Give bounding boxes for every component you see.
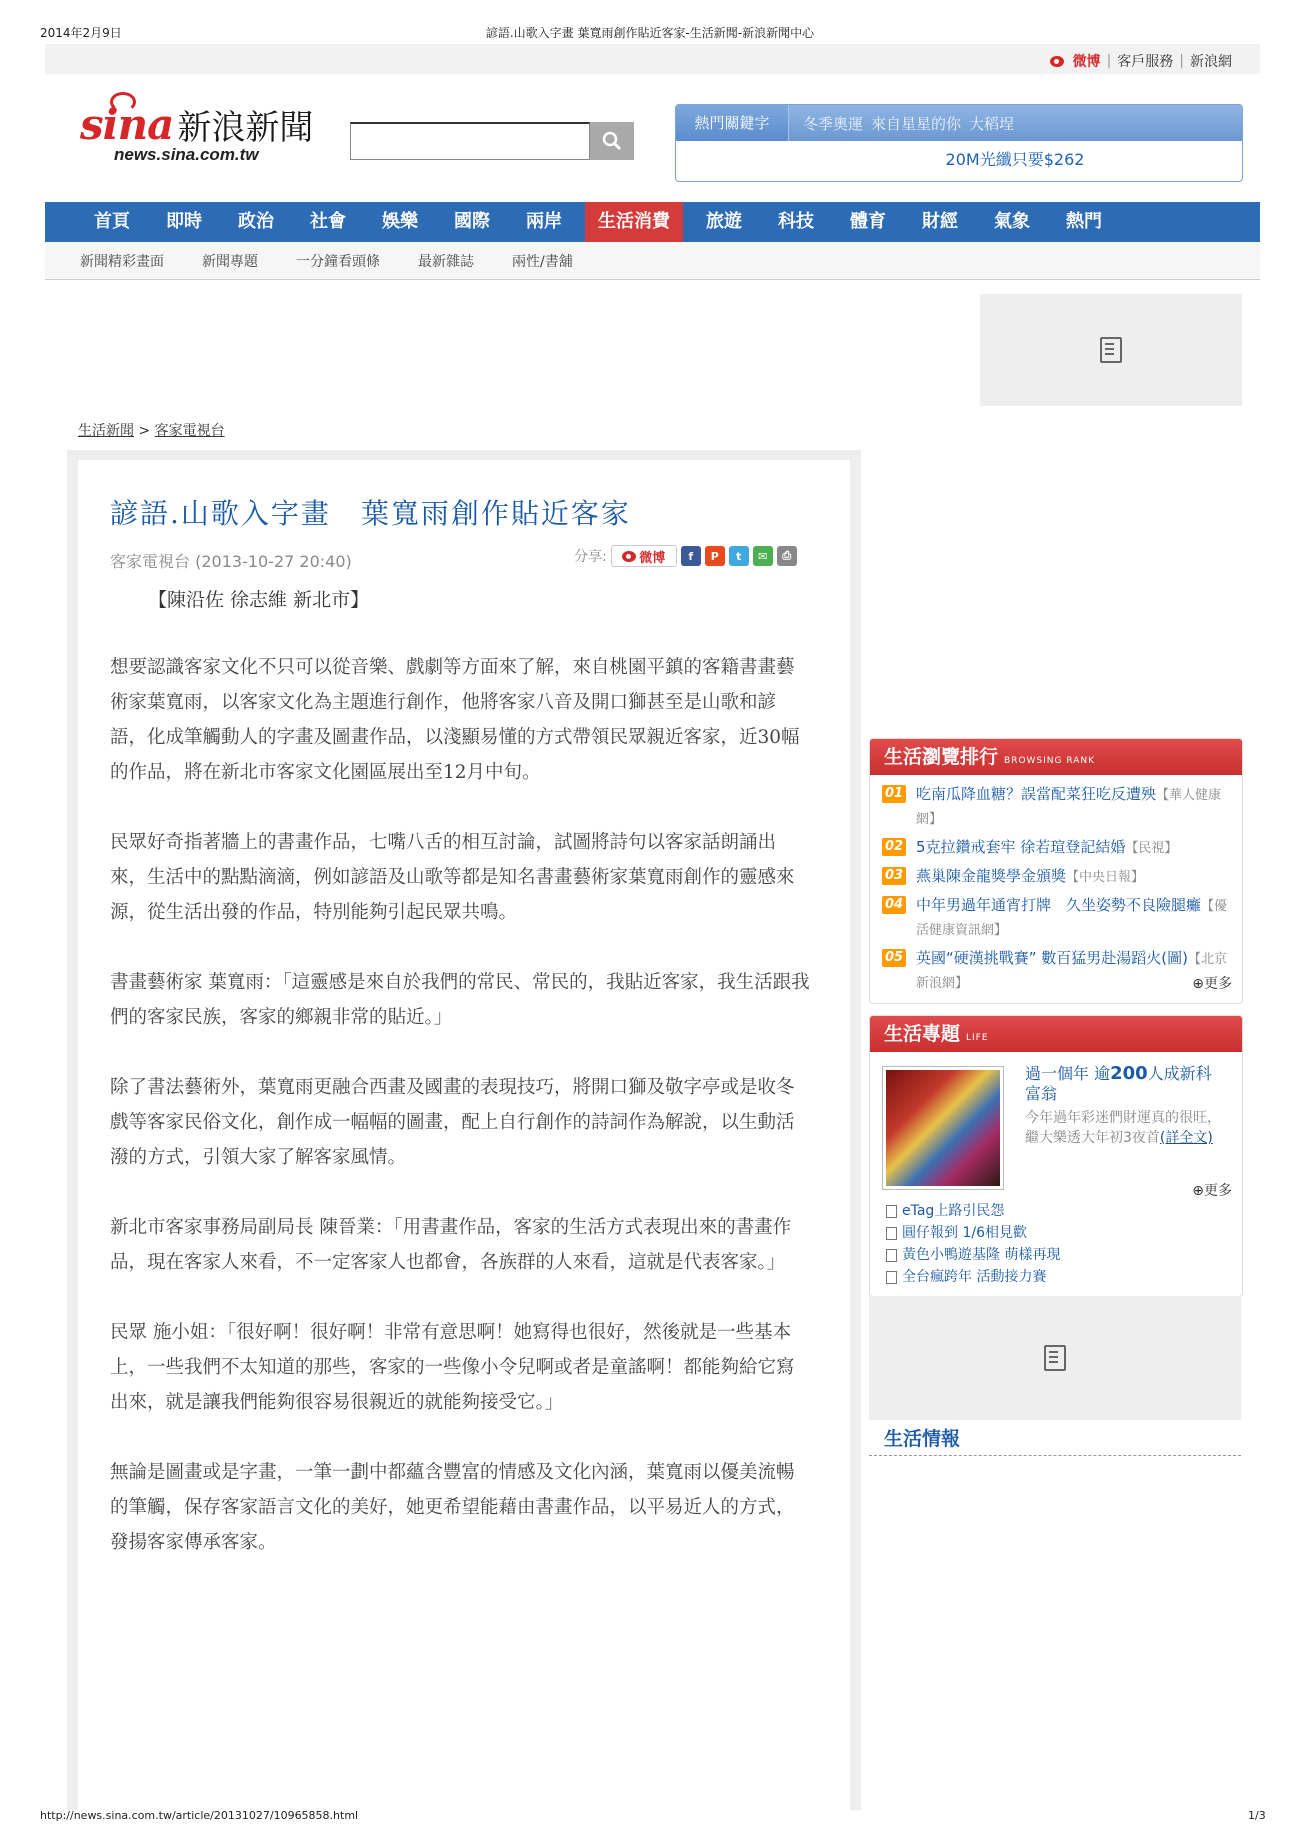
life-subtitle: LIFE xyxy=(966,1033,989,1043)
ad-placeholder[interactable] xyxy=(869,1296,1241,1420)
rank-source: 【中央日報】 xyxy=(1066,870,1145,885)
document-icon xyxy=(886,1271,897,1284)
life-header xyxy=(870,1016,1242,1052)
life-topics-box xyxy=(869,1015,1243,1297)
print-url: http://news.sina.com.tw/article/20131027/10965858.html xyxy=(40,1809,359,1822)
life-list xyxy=(886,1200,1060,1288)
rank-headline[interactable]: 5克拉鑽戒套牢 徐若瑄登記結婚 xyxy=(916,838,1126,856)
nav-item[interactable]: 科技 xyxy=(778,211,814,232)
rank-subtitle: BROWSING RANK xyxy=(1004,756,1096,766)
life-topic-image[interactable] xyxy=(882,1066,1004,1190)
breadcrumb-sep: > xyxy=(138,423,151,439)
article-paragraph: 民眾好奇指著牆上的書畫作品，七嘴八舌的相互討論，試圖將詩句以客家話朗誦出來，生活中的點點滴滴，例如諺語及山歌等都是知名書畫藝術家葉寬雨創作的靈感來源，從生活出發的作品，特別能夠引起民眾共鳴。 xyxy=(110,832,795,923)
nav-item[interactable]: 首頁 xyxy=(94,211,130,232)
life-list-label[interactable]: eTag上路引民怨 xyxy=(902,1203,1005,1219)
subnav-item[interactable]: 新聞精彩畫面 xyxy=(80,253,164,270)
article-title: 諺語.山歌入字畫 葉寬雨創作貼近客家 xyxy=(110,497,631,530)
share-weibo-button[interactable] xyxy=(611,545,677,567)
rank-item[interactable] xyxy=(882,947,1228,995)
nav-item[interactable]: 即時 xyxy=(166,211,202,232)
life-more-label: 更多 xyxy=(1204,1183,1232,1199)
hot-keyword[interactable]: 來自星星的你 xyxy=(871,114,962,133)
article-body xyxy=(110,650,810,1595)
subnav-item[interactable]: 最新雜誌 xyxy=(418,253,474,270)
plus-icon: ⊕ xyxy=(1192,976,1204,992)
rank-list xyxy=(870,775,1242,995)
broken-image-icon xyxy=(1100,337,1122,363)
life-list-item[interactable] xyxy=(886,1200,1060,1222)
document-icon xyxy=(886,1227,897,1240)
search-input[interactable] xyxy=(350,122,590,160)
rank-more-link[interactable] xyxy=(1192,973,1232,993)
rank-source: 【優活健康資訊網】 xyxy=(916,899,1228,938)
article-meta xyxy=(110,549,352,572)
rank-number: 05 xyxy=(882,949,906,967)
print-title: 諺語.山歌入字畫 葉寬雨創作貼近客家-生活新聞-新浪新聞中心 xyxy=(485,26,815,40)
hot-keyword[interactable]: 大稻埕 xyxy=(969,114,1015,133)
life-list-label[interactable]: 黃色小鴨遊基隆 萌樣再現 xyxy=(902,1247,1061,1263)
breadcrumb-section[interactable]: 生活新聞 xyxy=(78,423,134,439)
article-time: (2013-10-27 20:40) xyxy=(195,552,352,571)
hot-ad-link[interactable]: 20M光纖只要$262 xyxy=(945,150,1085,169)
email-icon[interactable]: ✉ xyxy=(753,546,773,566)
life-list-label[interactable]: 全台瘋跨年 活動接力賽 xyxy=(902,1269,1047,1285)
article-paragraph: 想要認識客家文化不只可以從音樂、戲劇等方面來了解，來自桃園平鎮的客籍書畫藝術家葉寬雨，以客家文化為主題進行創作，他將客家八音及開口獅甚至是山歌和諺語，化成筆觸動人的字畫及圖畫作品，以淺顯易懂的方式帶領民眾親近客家，近30幅的作品，將在新北市客家文化園區展出至12月中旬。 xyxy=(110,657,800,783)
rank-item[interactable] xyxy=(882,836,1228,860)
life-headline[interactable] xyxy=(1025,1064,1225,1104)
nav-item[interactable]: 生活消費 xyxy=(585,202,683,242)
search-button[interactable] xyxy=(590,122,634,160)
nav-item[interactable]: 政治 xyxy=(238,211,274,232)
article-paragraph: 新北市客家事務局副局長 陳晉業：「用書畫作品，客家的生活方式表現出來的書畫作品，現在客家人來看，不一定客家人也都會，各族群的人來看，這就是代表客家。」 xyxy=(110,1217,792,1273)
lottery-photo xyxy=(886,1070,1000,1186)
nav-item[interactable]: 財經 xyxy=(922,211,958,232)
nav-item[interactable]: 社會 xyxy=(310,211,346,232)
sub-nav xyxy=(45,242,1260,280)
print-icon[interactable]: ⎙ xyxy=(777,546,797,566)
main-nav xyxy=(45,202,1260,242)
facebook-icon[interactable]: f xyxy=(681,546,701,566)
rank-source: 【華人健康網】 xyxy=(916,788,1222,827)
share-weibo-label: 微博 xyxy=(639,550,666,566)
life-list-item[interactable] xyxy=(886,1244,1060,1266)
life-headline-post: 人成新科富翁 xyxy=(1025,1064,1212,1103)
rank-header xyxy=(870,739,1242,775)
rank-item[interactable] xyxy=(882,783,1228,831)
rank-headline[interactable]: 中年男過年通宵打牌 久坐姿勢不良險腿癱 xyxy=(916,896,1202,914)
life-description xyxy=(1025,1108,1225,1148)
rank-text[interactable] xyxy=(916,947,1228,995)
life-more-link[interactable] xyxy=(1192,1180,1232,1200)
rank-number: 04 xyxy=(882,896,906,914)
life-headline-pre: 過一個年 逾 xyxy=(1025,1064,1111,1083)
ad-placeholder[interactable] xyxy=(980,294,1242,406)
rank-text[interactable] xyxy=(916,836,1177,860)
rank-text[interactable] xyxy=(916,865,1144,889)
separator: | xyxy=(1179,53,1184,69)
utility-links xyxy=(1050,51,1232,71)
breadcrumb-sub[interactable]: 客家電視台 xyxy=(154,423,225,439)
rank-number: 03 xyxy=(882,867,906,885)
weibo-icon[interactable] xyxy=(1050,56,1064,67)
article-paragraph: 民眾 施小姐：「很好啊！很好啊！非常有意思啊！她寫得也很好，然後就是一些基本上，一些我們不太知道的那些，客家的一些像小令兒啊或者是童謠啊！都能夠給它寫出來，就是讓我們能夠很容易很親近的就能夠接受它。」 xyxy=(110,1322,795,1413)
plurk-icon[interactable]: P xyxy=(705,546,725,566)
nav-item[interactable]: 氣象 xyxy=(994,211,1030,232)
life-title: 生活專題 xyxy=(884,1023,961,1045)
article-paragraph: 除了書法藝術外，葉寬雨更融合西畫及國畫的表現技巧，將開口獅及敬字亭或是收冬戲等客家民俗文化，創作成一幅幅的圖畫，配上自行創作的詩詞作為解說，以生動活潑的方式，引領大家了解客家風情。 xyxy=(110,1077,795,1168)
article-byline: 【陳沿佐 徐志維 新北市】 xyxy=(148,589,370,611)
sina-link[interactable]: 新浪網 xyxy=(1190,54,1232,70)
search-icon xyxy=(602,131,622,151)
hot-keywords-box xyxy=(675,104,1243,182)
rank-item[interactable] xyxy=(882,865,1228,889)
subnav-item[interactable]: 新聞專題 xyxy=(202,253,258,270)
rank-source: 【北京新浪網】 xyxy=(916,952,1228,991)
sina-eye-icon xyxy=(110,92,136,112)
logo-name: 新浪新聞 xyxy=(177,108,314,148)
weibo-link[interactable]: 微博 xyxy=(1072,54,1101,70)
nav-item[interactable]: 熱門 xyxy=(1066,211,1102,232)
rank-number: 02 xyxy=(882,838,906,856)
logo-brand: sina xyxy=(80,100,174,149)
rank-more-label: 更多 xyxy=(1204,976,1232,992)
divider xyxy=(869,1455,1241,1456)
hot-keywords-label: 熱門關鍵字 xyxy=(676,105,789,141)
article-paragraph: 書畫藝術家 葉寬雨：「這靈感是來自於我們的常民、常民的，我貼近客家，我生活跟我們的客家民族，客家的鄉親非常的貼近。」 xyxy=(110,972,810,1028)
rank-headline[interactable]: 燕巢陳金龍獎學金頒獎 xyxy=(916,867,1067,885)
utility-bar xyxy=(45,44,1260,74)
rank-item[interactable] xyxy=(882,894,1228,942)
subnav-item[interactable]: 一分鐘看頭條 xyxy=(296,253,380,270)
browsing-rank-box xyxy=(869,738,1243,1004)
rank-text[interactable] xyxy=(916,894,1228,942)
life-info-title: 生活情報 xyxy=(884,1428,961,1450)
weibo-icon xyxy=(622,551,636,562)
separator: | xyxy=(1106,53,1112,69)
broken-image-icon xyxy=(1044,1345,1066,1371)
nav-item[interactable]: 國際 xyxy=(454,211,490,232)
plus-icon: ⊕ xyxy=(1192,1183,1204,1199)
article-source: 客家電視台 xyxy=(110,552,191,571)
rank-source: 【民視】 xyxy=(1125,841,1178,856)
nav-item[interactable]: 體育 xyxy=(850,211,886,232)
life-list-item[interactable] xyxy=(886,1222,1060,1244)
rank-headline[interactable]: 吃南瓜降血糖？誤當配菜狂吃反遭殃 xyxy=(916,785,1157,803)
life-desc-text: 今年過年彩迷們財運真的很旺，繼大樂透大年初3夜首 xyxy=(1025,1110,1221,1146)
print-date: 2014年2月9日 xyxy=(40,26,122,40)
document-icon xyxy=(886,1249,897,1262)
rank-headline[interactable]: 英國“硬漢挑戰賽” 數百猛男赴湯蹈火(圖) xyxy=(916,949,1189,967)
document-icon xyxy=(886,1205,897,1218)
subnav-item[interactable]: 兩性/書舖 xyxy=(512,253,573,270)
rank-title: 生活瀏覽排行 xyxy=(884,746,999,768)
life-list-label[interactable]: 圓仔報到 1/6相見歡 xyxy=(902,1225,1027,1241)
rank-number: 01 xyxy=(882,785,906,803)
hot-keyword[interactable]: 冬季奧運 xyxy=(803,114,864,133)
print-page: 1/3 xyxy=(1248,1809,1266,1822)
life-list-item[interactable] xyxy=(886,1266,1060,1288)
rank-text[interactable] xyxy=(916,783,1228,831)
share-bar xyxy=(574,545,797,567)
nav-item[interactable]: 兩岸 xyxy=(526,211,562,232)
nav-item[interactable]: 旅遊 xyxy=(706,211,742,232)
nav-item[interactable]: 娛樂 xyxy=(382,211,418,232)
site-logo[interactable] xyxy=(80,100,330,180)
life-read-more[interactable]: (詳全文) xyxy=(1159,1130,1213,1146)
breadcrumb xyxy=(78,420,225,440)
life-headline-num: 200 xyxy=(1110,1063,1148,1084)
logo-url: news.sina.com.tw xyxy=(114,145,259,164)
article-paragraph: 無論是圖畫或是字畫，一筆一劃中都蘊含豐富的情感及文化內涵，葉寬雨以優美流暢的筆觸，保存客家語言文化的美好，她更希望能藉由書畫作品，以平易近人的方式，發揚客家傳承客家。 xyxy=(110,1462,795,1553)
share-label: 分享: xyxy=(574,549,607,565)
customer-service-link[interactable]: 客戶服務 xyxy=(1117,54,1174,70)
twitter-icon[interactable]: t xyxy=(729,546,749,566)
